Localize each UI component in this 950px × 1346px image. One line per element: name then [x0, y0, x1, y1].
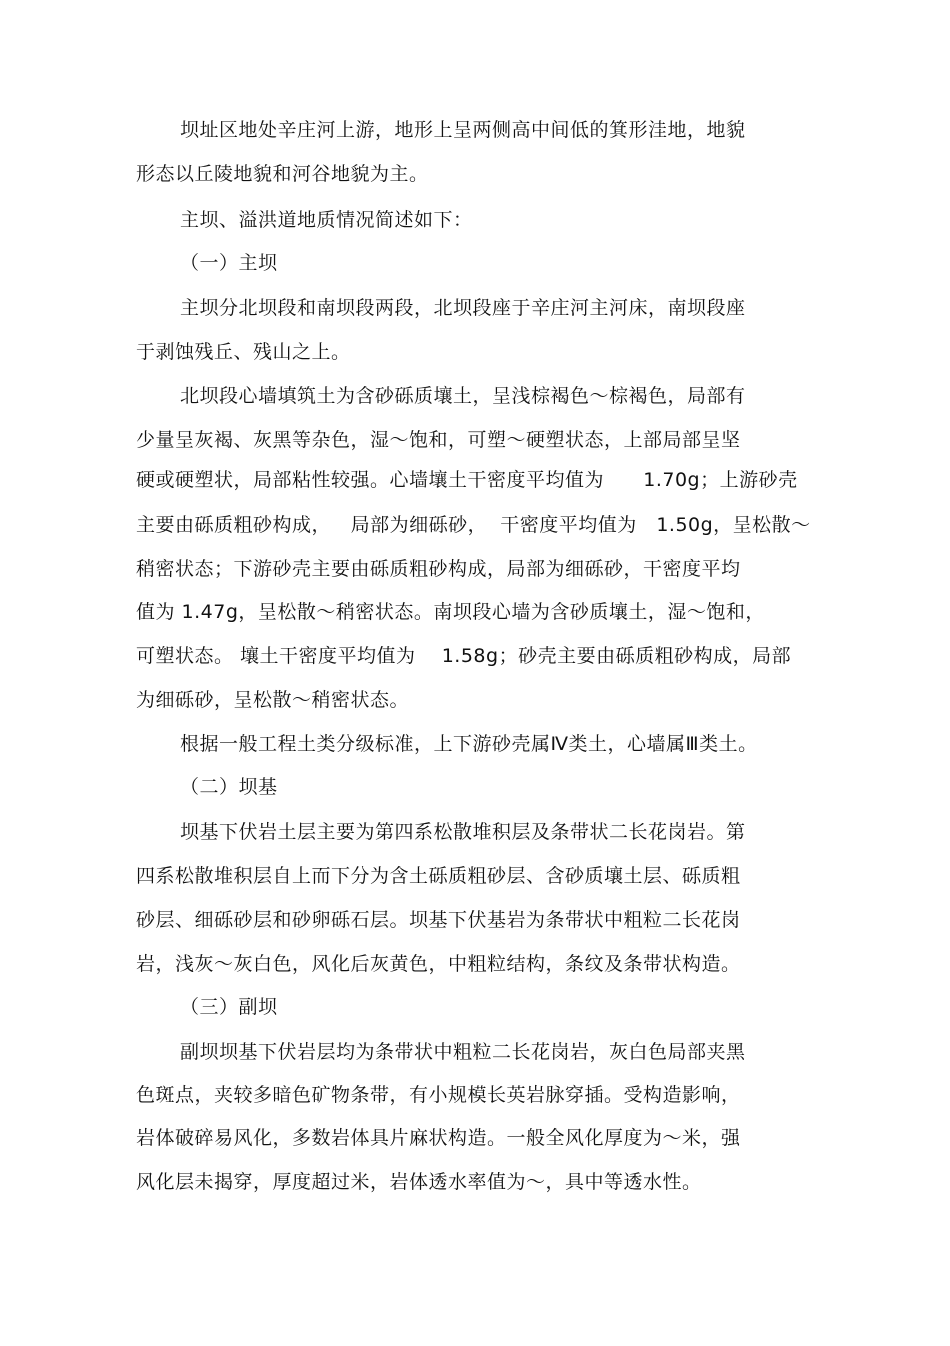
para-line: 主坝分北坝段和南坝段两段，北坝段座于辛庄河主河床，南坝段座	[180, 297, 746, 319]
para-line: 主要由砾质粗砂构成， 局部为细砾砂， 干密度平均值为 1.50g，呈松散～	[136, 514, 811, 536]
para-line: 值为 1.47g，呈松散～稍密状态。南坝段心墙为含砂质壤土，湿～饱和，	[136, 601, 765, 623]
para-line: 坝基下伏岩土层主要为第四系松散堆积层及条带状二长花岗岩。第	[180, 821, 746, 843]
para-line: 硬或硬塑状，局部粘性较强。心墙壤土干密度平均值为 1.70g；上游砂壳	[136, 469, 798, 491]
para-line: 可塑状态。 壤土干密度平均值为 1.58g；砂壳主要由砾质粗砂构成，局部	[136, 645, 792, 667]
para-line: 岩，浅灰～灰白色，风化后灰黄色，中粗粒结构，条纹及条带状构造。	[136, 953, 741, 975]
para-line: 北坝段心墙填筑土为含砂砾质壤土，呈浅棕褐色～棕褐色，局部有	[180, 385, 746, 407]
para-line: 砂层、细砾砂层和砂卵砾石层。坝基下伏基岩为条带状中粗粒二长花岗	[136, 909, 741, 931]
para-line: 形态以丘陵地貌和河谷地貌为主。	[136, 163, 429, 185]
para-line: 主坝、溢洪道地质情况简述如下：	[180, 209, 473, 231]
para-line: 稍密状态；下游砂壳主要由砾质粗砂构成，局部为细砾砂，干密度平均	[136, 558, 741, 580]
para-line: 色斑点，夹较多暗色矿物条带，有小规模长英岩脉穿插。受构造影响，	[136, 1084, 741, 1106]
section-heading: （三）副坝	[180, 996, 278, 1018]
para-line: 岩体破碎易风化，多数岩体具片麻状构造。一般全风化厚度为～米，强	[136, 1127, 741, 1149]
para-line: 副坝坝基下伏岩层均为条带状中粗粒二长花岗岩，灰白色局部夹黑	[180, 1041, 746, 1063]
para-line: 风化层未揭穿，厚度超过米，岩体透水率值为～，具中等透水性。	[136, 1171, 702, 1193]
para-line: 坝址区地处辛庄河上游，地形上呈两侧高中间低的箕形洼地，地貌	[180, 119, 746, 141]
section-heading: （一）主坝	[180, 252, 278, 274]
para-line: 四系松散堆积层自上而下分为含土砾质粗砂层、含砂质壤土层、砾质粗	[136, 865, 741, 887]
para-line: 于剥蚀残丘、残山之上。	[136, 341, 351, 363]
section-heading: （二）坝基	[180, 776, 278, 798]
para-line: 根据一般工程土类分级标准，上下游砂壳属Ⅳ类土，心墙属Ⅲ类土。	[180, 733, 758, 755]
para-line: 为细砾砂，呈松散～稍密状态。	[136, 689, 410, 711]
para-line: 少量呈灰褐、灰黑等杂色，湿～饱和，可塑～硬塑状态，上部局部呈坚	[136, 429, 741, 451]
